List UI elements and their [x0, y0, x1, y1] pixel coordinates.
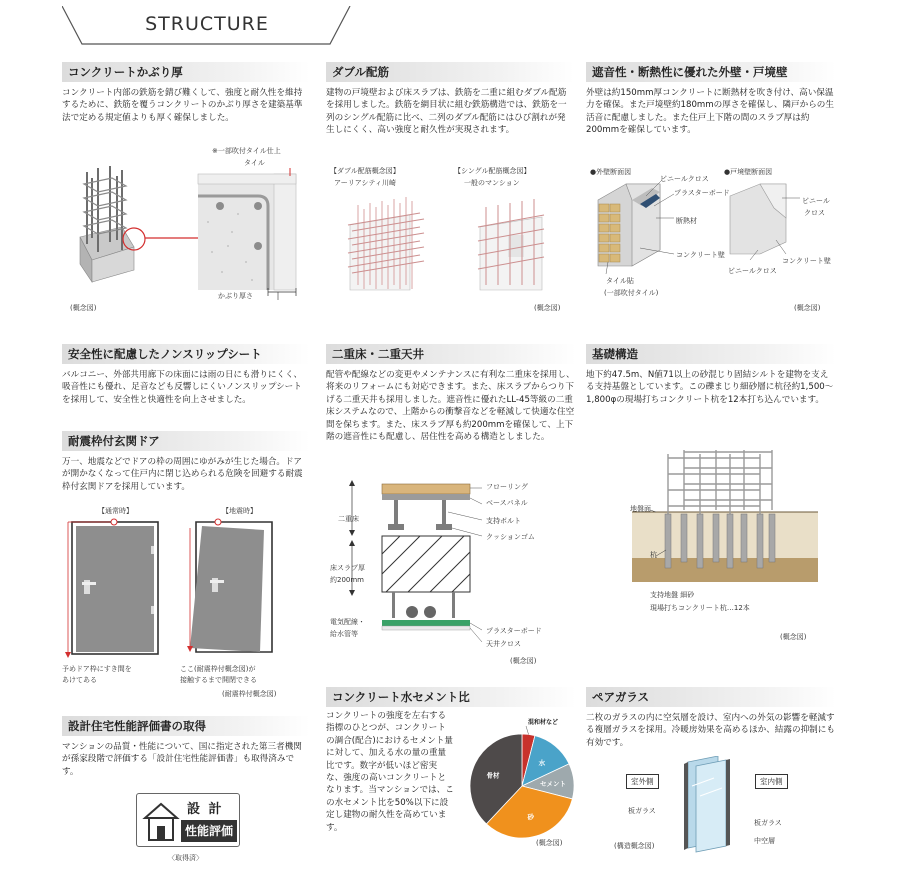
pie-label-3: 砂	[527, 812, 534, 821]
section-body: 二枚のガラスの内に空気層を設け、室内への外気の影響を軽減する複層ガラスを採用。冷暖房効果を高めるほか、結露の抑制にも有効です。	[586, 713, 835, 748]
pie-label-1: 水	[538, 758, 546, 767]
door-note-right-2: 接触するまで開閉できる	[180, 676, 257, 684]
performance-logo	[136, 793, 240, 847]
section-title: 基礎構造	[586, 344, 836, 364]
double-label-1: 【ダブル配筋概念図】	[330, 167, 400, 175]
section-insulation	[586, 62, 836, 137]
double-label-2: アーリアシティ川崎	[334, 179, 396, 187]
outer-label-vinyl: ビニールクロス	[660, 175, 709, 183]
section-body: 地下約47.5m、N値71以上の砂混じり固結シルトを建物を支える支持基盤としています。この礫まじり細砂層に杭径約1,500～1,800φの現場打ちコンクリート杭を12本打ち込んでいます。	[586, 370, 834, 405]
outer-wall-title: ●外壁断面図	[590, 168, 632, 176]
single-label-2: 一般のマンション	[464, 179, 520, 187]
foundation-bottom-label-1: 支持地盤 細砂	[650, 591, 695, 599]
floor-label-cushion: クッションゴム	[486, 533, 535, 541]
wiring-label-1: 電気配線・	[330, 618, 365, 626]
logo-bottom-text: 性能評価	[181, 820, 237, 842]
indoor-label: 室内側	[755, 774, 788, 789]
double-floor-diagram	[330, 476, 580, 656]
wc-body: コンクリートの強度を左右する指標のひとつが、コンクリートの調合(配合)におけるセメント量に対して、加える水の量の重量比です。数字が低いほど密実な、強度の高いコンクリートとなります。当マンションでは、この水セメント比を50%以下に設定し建物の耐久性を高めています。	[326, 711, 454, 833]
section-body: コンクリート内部の鉄筋を錆び難くして、強度と耐久性を維持するために、鉄筋を覆うコンクリートのかぶり厚さを建築基準法で定める規定値よりも厚く確保しました。	[62, 88, 303, 123]
cover-tile-label: タイル	[244, 159, 265, 167]
door-diagrams	[62, 516, 312, 666]
section-body: バルコニー、外部共用廊下の床面には雨の日にも滑りにくく、吸音性にも優れ、足音なども反響しにくいノンスリップシートを採用して、安全性と快適性を向上させました。	[62, 370, 303, 405]
pair-glass-diagram	[670, 756, 750, 856]
foundation-caption: (概念図)	[780, 633, 807, 641]
section-pair-glass	[586, 687, 836, 749]
cover-note: ※一部吹付タイル仕上	[212, 147, 281, 155]
party-wall-title: ●戸境壁断面図	[724, 168, 773, 176]
floor-label-plaster: プラスターボード	[486, 627, 542, 635]
section-title: 設計住宅性能評価書の取得	[62, 716, 310, 736]
section-foundation	[586, 344, 836, 406]
single-label-1: 【シングル配筋概念図】	[454, 167, 531, 175]
section-performance	[62, 716, 310, 778]
section-double-floor	[326, 344, 576, 443]
floor-left-label: 二重床	[338, 515, 359, 523]
slab-label-2: 約200mm	[330, 576, 364, 584]
section-title: 安全性に配慮したノンスリップシート	[62, 344, 310, 364]
logo-top-text: 設 計	[187, 802, 224, 817]
floor-caption: (概念図)	[510, 657, 537, 665]
outer-label-plaster-1: プラスターボード	[674, 189, 730, 197]
section-body: 万一、地震などでドアの枠の周囲にゆがみが生じた場合。ドアが開かなくなって住戸内に閉じ込められる危険を回避する耐震枠付玄関ドアを採用しています。	[62, 457, 303, 492]
air-layer-label: 中空層	[754, 837, 775, 845]
floor-label-flooring: フローリング	[486, 483, 528, 491]
section-nonslip	[62, 344, 310, 406]
banner-title: STRUCTURE	[145, 13, 269, 35]
house-icon	[141, 798, 181, 844]
foundation-diagram	[626, 450, 826, 590]
outdoor-label: 室外側	[626, 774, 659, 789]
insulation-caption: (概念図)	[794, 304, 821, 312]
door-normal-label: 【通常時】	[98, 507, 133, 515]
section-body: マンションの品質・性能について、国に指定された第三者機関が孫家段階で評価する「設計住宅性能評価書」も取得済みです。	[62, 742, 302, 777]
performance-caption: 〈取得済〉	[168, 854, 203, 862]
party-label-vinyl-cloth: ビニールクロス	[728, 267, 777, 275]
cover-caption: (概念図)	[70, 304, 97, 312]
door-note-right-1: ここ(耐震枠付概念図)が	[180, 665, 256, 673]
section-title: 耐震枠付玄関ドア	[62, 431, 310, 451]
outer-label-tile: タイル貼	[606, 277, 634, 285]
section-title: 遮音性・断熱性に優れた外壁・戸境壁	[586, 62, 836, 82]
section-cover-thickness	[62, 62, 310, 124]
section-title: コンクリートかぶり厚	[62, 62, 310, 82]
section-title: 二重床・二重天井	[326, 344, 576, 364]
pie-label-0: 混和材など	[528, 719, 559, 726]
wiring-label-2: 給水管等	[330, 630, 358, 638]
outer-label-insulation: 断熱材	[676, 217, 697, 225]
pie-leader-line	[526, 726, 529, 734]
section-wc-ratio	[326, 687, 576, 707]
door-note-left-2: あけてある	[62, 676, 97, 684]
floor-label-bolt: 支持ボルト	[486, 517, 521, 525]
section-double-rebar	[326, 62, 574, 137]
section-seismic-door	[62, 431, 310, 493]
party-label-cloth: クロス	[804, 209, 825, 217]
pie-label-2: セメント	[540, 780, 567, 789]
pie-label-4: 骨材	[486, 771, 500, 780]
section-body: 外壁は約150mm厚コンクリートに断熱材を吹き付け、高い保温力を確保。また戸境壁約180mmの厚さを確保し、隣戸からの生活音に配慮しました。また住戸上下階の間のスラブ厚は約200mmを確保しています。	[586, 88, 834, 136]
left-glass-label: 板ガラス	[628, 807, 656, 815]
section-title: ダブル配筋	[326, 62, 574, 82]
wc-pie-chart	[460, 712, 578, 840]
rebar-diagrams	[330, 195, 570, 295]
right-glass-label: 板ガラス	[754, 819, 782, 827]
double-caption: (概念図)	[534, 304, 561, 312]
floor-label-cloth: 天井クロス	[486, 640, 521, 648]
cover-thickness-label: かぶり厚さ	[218, 292, 253, 300]
party-label-concrete: コンクリート壁	[782, 257, 831, 265]
door-note-left-1: 予めドア枠にすき間を	[62, 665, 132, 673]
section-title: ペアガラス	[586, 687, 836, 707]
door-caption: (耐震枠付概念図)	[222, 690, 277, 698]
structure-banner	[62, 6, 352, 46]
foundation-ground-label: 地盤面	[630, 505, 651, 513]
section-title: コンクリート水セメント比	[326, 687, 576, 707]
outer-label-concrete: コンクリート壁	[676, 251, 725, 259]
foundation-pile-label: 杭	[650, 551, 657, 559]
party-label-vinyl: ビニール	[802, 197, 830, 205]
door-quake-label: 【地震時】	[222, 507, 257, 515]
glass-caption: (構造概念図)	[614, 842, 655, 850]
cover-diagram	[62, 142, 312, 320]
slab-label-1: 床スラブ厚	[330, 564, 365, 572]
outer-label-tile-note: (一部吹付タイル)	[604, 289, 659, 297]
section-body: 建物の戸境壁および床スラブは、鉄筋を二重に組むダブル配筋を採用しました。鉄筋を網目状に組む鉄筋構造では、鉄筋を一列のシングル配筋に比べ、二列のダブル配筋にはひび割れが発生しにくく、高い強度と耐久性が実現されます。	[326, 88, 567, 136]
wc-caption: (概念図)	[536, 839, 563, 847]
foundation-bottom-label-2: 現場打ちコンクリート杭…12本	[650, 604, 750, 612]
section-body: 配管や配線などの変更やメンテナンスに有利な二重床を採用し、将来のリフォームにも対応できます。また、床スラブからつり下げる二重天井も採用しました。遮音性に優れたLL-45等級の二重床システムなので、上階からの衝撃音などを軽減して快適な住空間を保ちます。また、床スラブ厚も約200mmを確保して、上下階の遮音性にも配慮し、居住性を高める構造としました。	[326, 370, 575, 443]
floor-label-base-panel: ベースパネル	[486, 499, 528, 507]
